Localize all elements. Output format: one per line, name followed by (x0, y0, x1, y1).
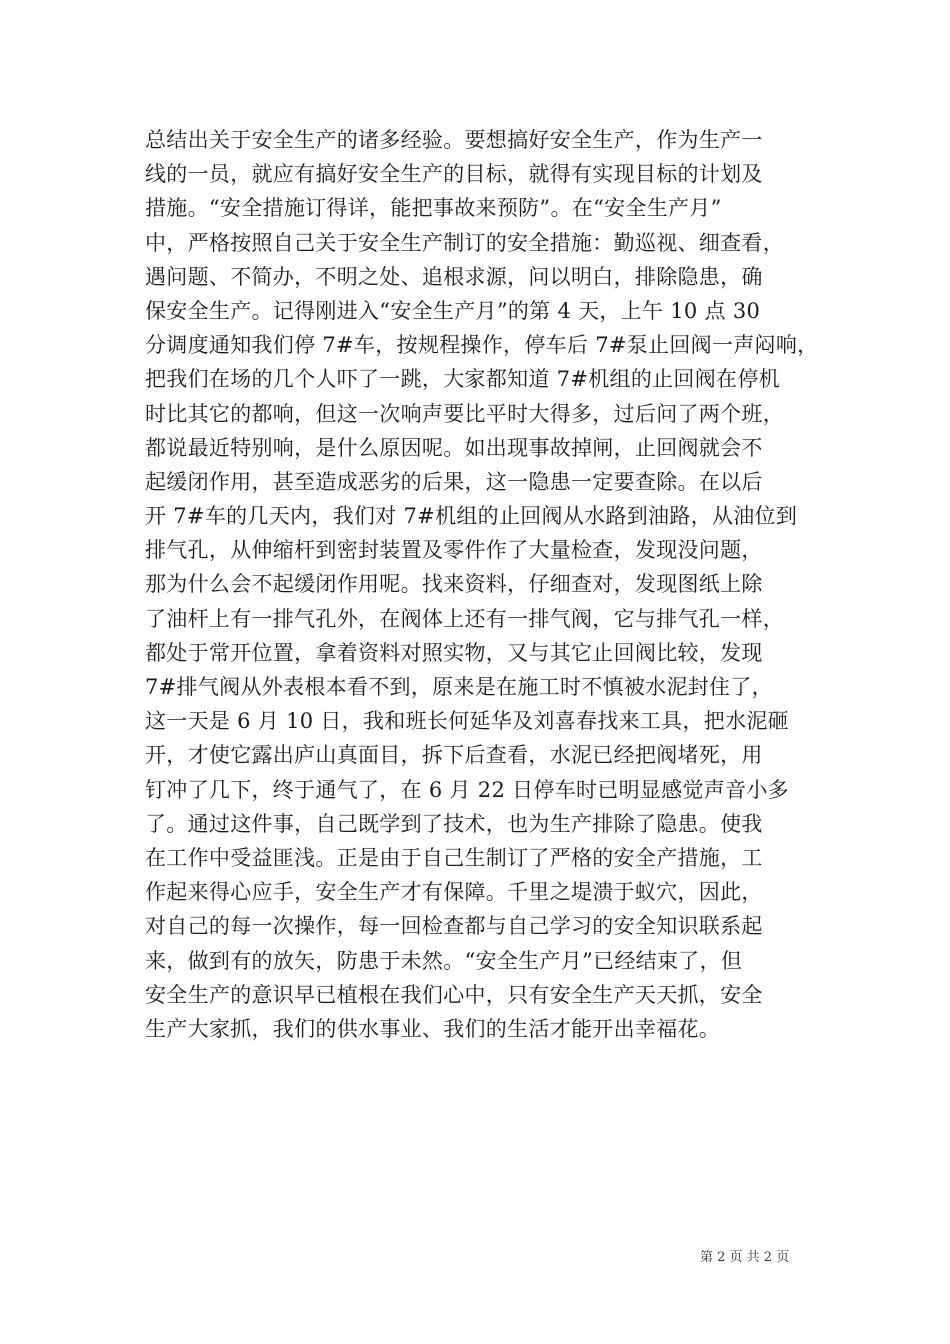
text-line: 安全生产的意识早已植根在我们心中，只有安全生产天天抓，安全 (145, 982, 763, 1007)
text-line: 在工作中受益匪浅。正是由于自己生制订了严格的安全产措施，工 (145, 845, 763, 870)
text-line: 开，才使它露出庐山真面目，拆下后查看，水泥已经把阀堵死，用 (145, 743, 763, 768)
text-line: 都说最近特别响，是什么原因呢。如出现事故掉闸，止回阀就会不 (145, 435, 763, 460)
text-line: 总结出关于安全生产的诸多经验。要想搞好安全生产，作为生产一 (145, 128, 763, 152)
body-paragraph (145, 123, 819, 1046)
text-line: 线的一员，就应有搞好安全生产的目标，就得有实现目标的计划及 (145, 162, 763, 187)
text-line: 分调度通知我们停 7#车，按规程操作，停车后 7#泵止回阀一声闷响， (145, 333, 819, 358)
text-line: 7#排气阀从外表根本看不到，原来是在施工时不慎被水泥封住了， (145, 675, 773, 699)
text-line: 措施。“安全措施订得详，能把事故来预防”。在“安全生产月” (145, 196, 722, 221)
text-line: 生产大家抓，我们的供水事业、我们的生活才能开出幸福花。 (145, 1016, 721, 1041)
text-line: 钉冲了几下，终于通气了，在 6 月 22 日停车时已明显感觉声音小多 (145, 777, 789, 802)
text-line: 来，做到有的放矢，防患于未然。“安全生产月”已经结束了，但 (145, 948, 743, 973)
text-line: 这一天是 6 月 10 日，我和班长何延华及刘喜春找来工具，把水泥砸 (145, 709, 789, 734)
text-line: 把我们在场的几个人吓了一跳，大家都知道 7#机组的止回阀在停机 (145, 367, 780, 392)
text-line: 排气孔，从伸缩杆到密封装置及零件作了大量检查，发现没问题， (145, 538, 763, 563)
text-line: 保安全生产。记得刚进入“安全生产月”的第 4 天，上午 10 点 30 (145, 298, 761, 323)
text-line: 起缓闭作用，甚至造成恶劣的后果，这一隐患一定要查除。在以后 (145, 469, 763, 494)
text-line: 都处于常开位置，拿着资料对照实物，又与其它止回阀比较，发现 (145, 640, 763, 665)
text-line: 作起来得心应手，安全生产才有保障。千里之堤溃于蚁穴，因此， (145, 880, 763, 905)
text-line: 开 7#车的几天内，我们对 7#机组的止回阀从水路到油路，从油位到 (145, 504, 798, 529)
text-line: 了。通过这件事，自己既学到了技术，也为生产排除了隐患。使我 (145, 811, 763, 836)
text-line: 了油杆上有一排气孔外，在阀体上还有一排气阀，它与排气孔一样， (145, 606, 784, 631)
text-line: 那为什么会不起缓闭作用呢。找来资料，仔细查对，发现图纸上除 (145, 572, 763, 597)
text-line: 中，严格按照自己关于安全生产制订的安全措施：勤巡视、细查看， (145, 230, 784, 255)
text-line: 遇问题、不简办，不明之处、追根求源，问以明白，排除隐患，确 (145, 264, 763, 289)
text-line: 时比其它的都响，但这一次响声要比平时大得多，过后问了两个班， (145, 401, 784, 426)
text-line: 对自己的每一次操作，每一回检查都与自己学习的安全知识联系起 (145, 914, 763, 939)
page-number-footer: 第 2 页 共 2 页 (700, 1250, 790, 1265)
